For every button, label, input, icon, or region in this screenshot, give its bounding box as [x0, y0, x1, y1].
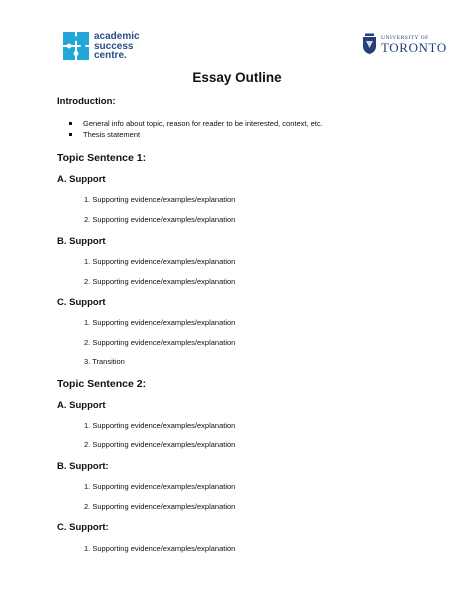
introduction-heading: Introduction:: [57, 96, 116, 107]
topic1-b-item-1: 1. Supporting evidence/examples/explanation: [84, 257, 236, 266]
topic1-a-item-2: 2. Supporting evidence/examples/explanation: [84, 215, 236, 224]
topic2-support-b-heading: B. Support:: [57, 461, 109, 472]
asc-logo-text: [94, 32, 140, 61]
topic2-c-item-1: 1. Supporting evidence/examples/explanation: [84, 544, 236, 553]
intro-bullet-1: [69, 119, 323, 128]
topic-sentence-1-heading: Topic Sentence 1:: [57, 152, 147, 164]
topic1-c-item-3: 3. Transition: [84, 357, 125, 366]
university-of-toronto-logo: [362, 33, 447, 55]
topic1-c-item-1: 1. Supporting evidence/examples/explanation: [84, 318, 236, 327]
uoft-logo-small: UNIVERSITY OF: [381, 34, 429, 41]
topic2-support-a-heading: A. Support: [57, 400, 106, 411]
topic1-c-item-2: 2. Supporting evidence/examples/explanation: [84, 338, 236, 347]
crest-icon: [362, 33, 377, 55]
bullet-square-icon: [69, 122, 72, 125]
intro-bullet-2: [69, 130, 140, 139]
asc-logo-line-2: success: [94, 40, 134, 52]
intro-bullet-2-text: Thesis statement: [83, 130, 141, 139]
bullet-square-icon: [69, 133, 72, 136]
uoft-logo-big: TORONTO: [381, 39, 447, 55]
topic2-b-item-1: 1. Supporting evidence/examples/explanation: [84, 482, 236, 491]
topic1-support-a-heading: A. Support: [57, 174, 106, 185]
intro-bullet-1-text: General info about topic, reason for reader to be interested, context, etc.: [83, 119, 323, 128]
topic-sentence-2-heading: Topic Sentence 2:: [57, 378, 147, 390]
topic1-b-item-2: 2. Supporting evidence/examples/explanation: [84, 277, 236, 286]
topic1-a-item-1: 1. Supporting evidence/examples/explanation: [84, 195, 236, 204]
asc-logo-line-1: academic: [94, 31, 140, 42]
asc-logo-line-3: centre.: [94, 50, 127, 61]
academic-success-centre-logo: [63, 32, 140, 61]
uoft-logo-text: [381, 35, 447, 54]
topic1-support-c-heading: C. Support: [57, 297, 106, 308]
topic2-support-c-heading: C. Support:: [57, 522, 109, 533]
topic2-a-item-2: 2. Supporting evidence/examples/explanation: [84, 440, 236, 449]
topic2-b-item-2: 2. Supporting evidence/examples/explanation: [84, 502, 236, 511]
topic1-support-b-heading: B. Support: [57, 236, 106, 247]
topic2-a-item-1: 1. Supporting evidence/examples/explanation: [84, 421, 236, 430]
puzzle-logo-icon: [63, 32, 89, 60]
page-title: Essay Outline: [192, 70, 282, 85]
